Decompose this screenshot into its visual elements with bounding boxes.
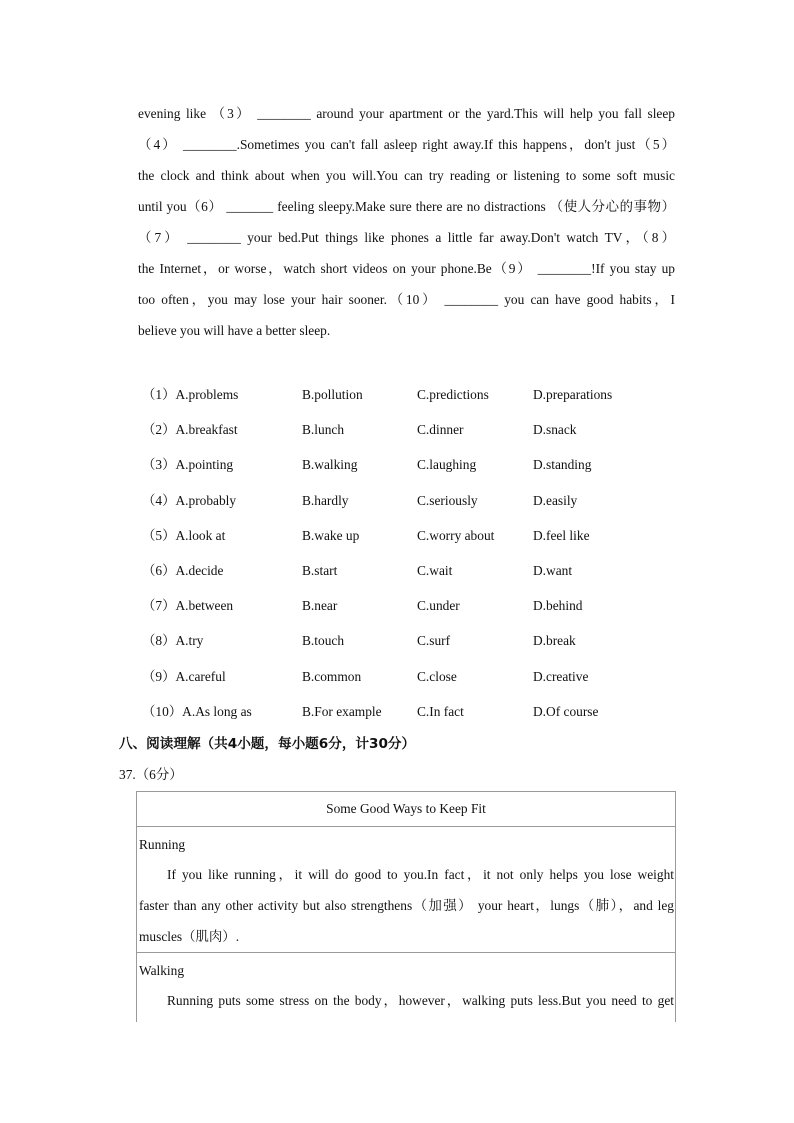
option-a: （9）A.careful: [142, 668, 226, 684]
option-b: B.hardly: [302, 492, 349, 508]
option-row-7: [142, 591, 662, 626]
option-a: （10）A.As long as: [142, 703, 252, 719]
option-c: C.In fact: [417, 703, 464, 719]
option-row-9: [142, 662, 662, 697]
passage-line: evening like （3） ________ around your apartment or the yard.This will help you fall sleep: [138, 106, 675, 121]
option-b: B.start: [302, 562, 338, 578]
option-a: （5）A.look at: [142, 527, 226, 543]
section-heading: 八、阅读理解（共4小题，每小题6分，计30分）: [119, 736, 416, 752]
option-row-10: [142, 697, 662, 732]
option-d: D.Of course: [533, 703, 599, 719]
option-c: C.surf: [417, 633, 451, 649]
option-row-6: [142, 556, 662, 591]
option-d: D.creative: [533, 668, 589, 684]
passage-line: （4） ________.Sometimes you can't fall asleep right away.If this happens，don't just（5）: [138, 137, 675, 152]
option-a: （3）A.pointing: [142, 457, 234, 473]
option-d: D.preparations: [533, 387, 613, 402]
reading-table: [136, 791, 676, 1022]
option-row-4: [142, 486, 662, 521]
option-b: B.pollution: [302, 387, 363, 402]
option-a: （6）A.decide: [142, 562, 224, 578]
option-c: C.seriously: [417, 492, 478, 508]
option-b: B.lunch: [302, 422, 345, 438]
passage-line: （7） ________ your bed.Put things like phones a little far away.Don't watch TV，（8）: [138, 230, 675, 245]
passage-line: too often，you may lose your hair sooner.（10） ________ you can have good habits，I: [138, 292, 675, 307]
option-b: B.common: [302, 668, 362, 684]
running-text-line: If you like running，it will do good to you.In fact，it not only helps you lose weight: [167, 867, 674, 882]
passage-line: until you（6） _______ feeling sleepy.Make sure there are no distractions （使人分心的事物）: [138, 199, 675, 214]
option-b: B.touch: [302, 633, 345, 649]
running-text-line: faster than any other activity but also strengthens（加强） your heart，lungs（肺），and leg: [139, 898, 674, 913]
option-c: C.under: [417, 598, 460, 614]
question-number: 37.（6分）: [119, 767, 183, 782]
option-c: C.predictions: [417, 387, 489, 402]
cloze-passage: [138, 98, 675, 346]
running-cell: [137, 827, 675, 953]
option-row-3: [142, 450, 662, 485]
option-a: （2）A.breakfast: [142, 422, 238, 438]
option-c: C.wait: [417, 562, 453, 578]
passage-line: the Internet，or worse，watch short videos on your phone.Be（9） ________!If you stay up: [138, 261, 675, 276]
option-d: D.snack: [533, 422, 577, 438]
option-b: B.wake up: [302, 527, 360, 543]
passage-line: believe you will have a better sleep.: [138, 323, 331, 338]
option-d: D.feel like: [533, 527, 590, 543]
walking-heading: Walking: [139, 963, 185, 978]
option-c: C.laughing: [417, 457, 477, 473]
option-d: D.behind: [533, 598, 583, 614]
option-c: C.close: [417, 668, 457, 684]
option-a: （7）A.between: [142, 598, 234, 614]
walking-cell: [137, 953, 675, 1016]
option-row-2: [142, 415, 662, 450]
option-a: （4）A.probably: [142, 492, 237, 508]
option-c: C.worry about: [417, 527, 495, 543]
option-row-1: [142, 380, 662, 415]
running-text-line: muscles（肌肉）.: [139, 929, 240, 944]
running-heading: Running: [139, 837, 186, 852]
answer-options-list: [142, 380, 662, 732]
option-d: D.standing: [533, 457, 592, 473]
option-row-8: [142, 626, 662, 661]
option-b: B.walking: [302, 457, 358, 473]
table-title: Some Good Ways to Keep Fit: [137, 792, 675, 827]
option-a: （8）A.try: [142, 633, 204, 649]
option-d: D.break: [533, 633, 576, 649]
option-a: （1）A.problems: [142, 387, 239, 402]
walking-text-line: Running puts some stress on the body，however，walking puts less.But you need to get: [167, 993, 674, 1008]
option-b: B.For example: [302, 703, 382, 719]
option-d: D.easily: [533, 492, 578, 508]
option-c: C.dinner: [417, 422, 464, 438]
option-d: D.want: [533, 562, 573, 578]
option-row-5: [142, 521, 662, 556]
option-b: B.near: [302, 598, 338, 614]
passage-line: the clock and think about when you will.You can try reading or listening to some soft music: [138, 168, 675, 183]
